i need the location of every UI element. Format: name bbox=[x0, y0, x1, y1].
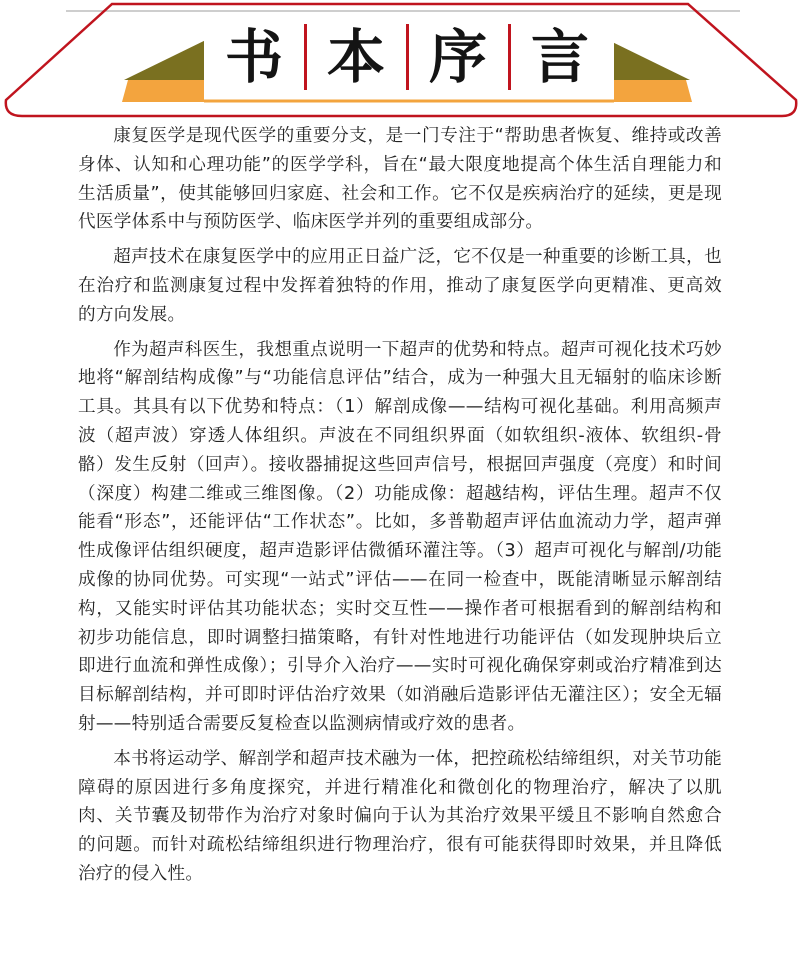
banner-left-wing bbox=[124, 36, 214, 80]
title-separator bbox=[406, 24, 409, 90]
paragraph-2: 超声技术在康复医学中的应用正日益广泛，它不仅是一种重要的诊断工具，也在治疗和监测康复过程中发挥着独特的作用，推动了康复医学向更精准、更高效的方向发展。 bbox=[78, 247, 722, 325]
title-char-3: 序 bbox=[428, 23, 487, 91]
title-separator bbox=[304, 24, 307, 90]
page-title bbox=[208, 14, 606, 100]
title-separator bbox=[508, 24, 511, 90]
title-char-2: 本 bbox=[326, 23, 385, 91]
banner-left-band bbox=[122, 80, 214, 102]
paragraph-4: 本书将运动学、解剖学和超声技术融为一体，把控疏松结缔组织，对关节功能障碍的原因进行多角度探究，并进行精准化和微创化的物理治疗，解决了以肌肉、关节囊及韧带作为治疗对象时偏向于认为其治疗效果平缓且不影响自然愈合的问题。而针对疏松结缔组织进行物理治疗，很有可能获得即时效果，并且降低治疗的侵入性。 bbox=[78, 748, 722, 884]
paragraph-1: 康复医学是现代医学的重要分支，是一门专注于“帮助患者恢复、维持或改善身体、认知和心理功能”的医学学科，旨在“最大限度地提高个体生活自理能力和生活质量”，使其能够回归家庭、社会和工作。它不仅是疾病治疗的延续，更是现代医学体系中与预防医学、临床医学并列的重要组成部分。 bbox=[78, 126, 722, 233]
paragraph-3: 作为超声科医生，我想重点说明一下超声的优势和特点。超声可视化技术巧妙地将“解剖结构成像”与“功能信息评估”结合，成为一种强大且无辐射的临床诊断工具。其具有以下优势和特点：（1）解剖成像——结构可视化基础。利用高频声波（超声波）穿透人体组织。声波在不同组织界面（如软组织-液体、软组织-骨骼）发生反射（回声）。接收器捕捉这些回声信号，根据回声强度（亮度）和时间（深度）构建二维或三维图像。（2）功能成像：超越结构，评估生理。超声不仅能看“形态”，还能评估“工作状态”。比如，多普勒超声评估血流动力学，超声弹性成像评估组织硬度，超声造影评估微循环灌注等。（3）超声可视化与解剖/功能成像的协同优势。可实现“一站式”评估——在同一检查中，既能清晰显示解剖结构，又能实时评估其功能状态；实时交互性——操作者可根据看到的解剖结构和初步功能信息，即时调整扫描策略，有针对性地进行功能评估（如发现肿块后立即进行血流和弹性成像）；引导介入治疗——实时可视化确保穿刺或治疗精准到达目标解剖结构，并可即时评估治疗效果（如消融后造影评估无灌注区）；安全无辐射——特别适合需要反复检查以监测病情或疗效的患者。 bbox=[78, 339, 722, 734]
title-char-4: 言 bbox=[530, 23, 589, 91]
title-char-1: 书 bbox=[224, 23, 283, 91]
preface-body bbox=[78, 122, 722, 895]
